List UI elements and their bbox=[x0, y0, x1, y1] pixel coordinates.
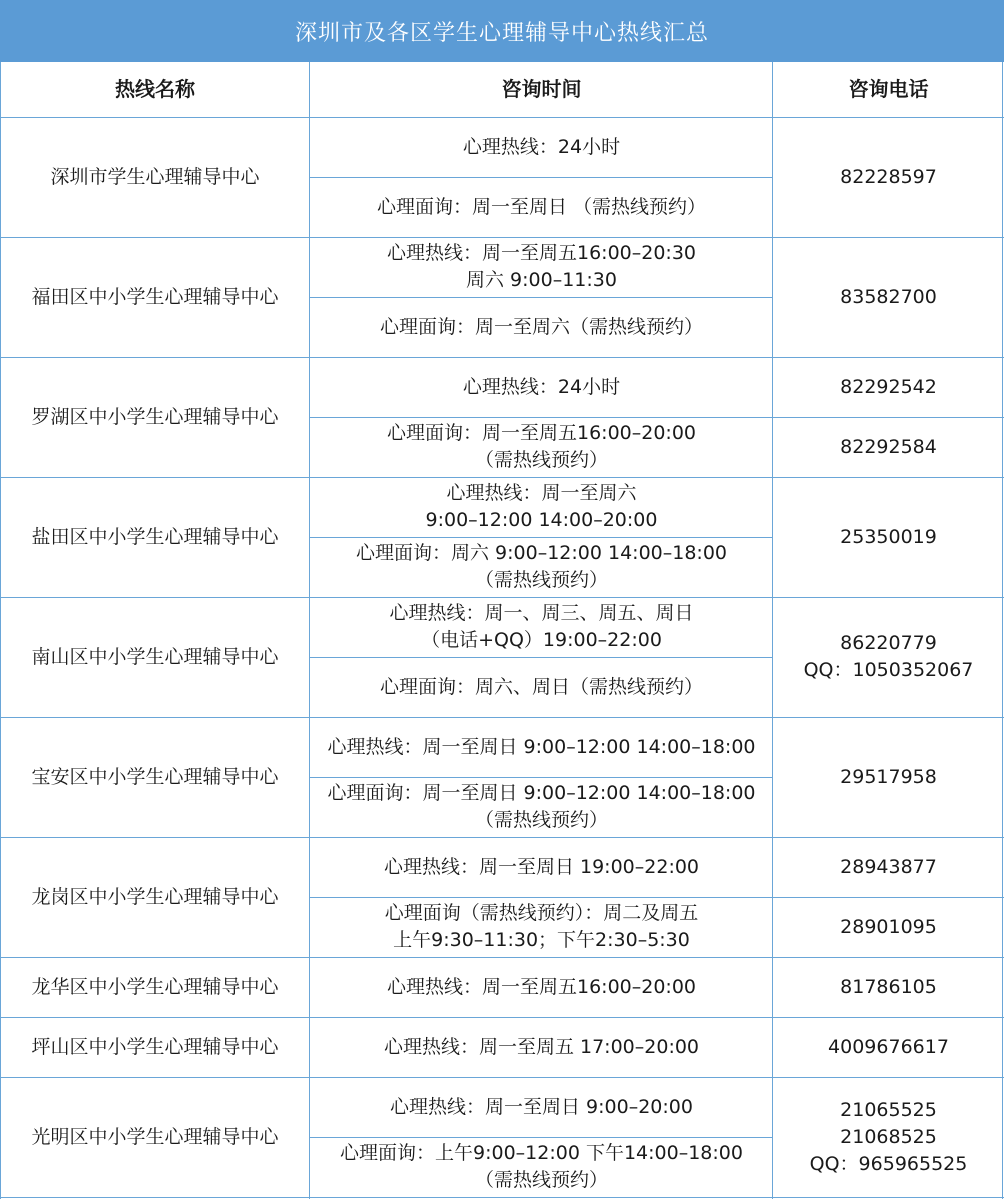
phone-number[interactable] bbox=[773, 837, 1004, 897]
time-line: 心理热线：周一至周日 9:00–12:00 14:00–18:00 bbox=[327, 735, 756, 758]
time-line: 9:00–12:00 14:00–20:00 bbox=[425, 509, 658, 531]
phone-line[interactable]: 28901095 bbox=[840, 915, 937, 938]
time-line: （需热线预约） bbox=[474, 809, 608, 831]
hotline-time bbox=[310, 957, 773, 1017]
time-line: 心理热线：24小时 bbox=[462, 375, 621, 398]
phone-number[interactable] bbox=[773, 477, 1004, 597]
time-line: 心理面询：周六、周日（需热线预约） bbox=[379, 675, 703, 698]
time-line: 心理热线：周一至周日 9:00–20:00 bbox=[390, 1095, 693, 1118]
time-line: 心理热线：24小时 bbox=[462, 135, 621, 158]
consult-time bbox=[310, 657, 773, 717]
consult-time bbox=[310, 1137, 773, 1197]
center-name: 深圳市学生心理辅导中心 bbox=[50, 165, 260, 188]
consult-time bbox=[310, 417, 773, 477]
time-line: 心理面询：周一至周五16:00–20:00 bbox=[386, 422, 696, 444]
time-line: 心理热线：周一至周五16:00–20:00 bbox=[386, 975, 696, 998]
phone-number[interactable] bbox=[773, 597, 1004, 717]
time-line: （需热线预约） bbox=[474, 449, 608, 471]
phone-number[interactable] bbox=[773, 717, 1004, 837]
consult-time bbox=[310, 297, 773, 357]
time-line: 心理面询：上午9:00–12:00 下午14:00–18:00 bbox=[340, 1142, 743, 1164]
time-line: 心理热线：周一至周五16:00–20:30 bbox=[386, 242, 696, 264]
time-line: 上午9:30–11:30；下午2:30–5:30 bbox=[393, 929, 690, 951]
phone-number[interactable] bbox=[773, 237, 1004, 357]
consult-time bbox=[310, 537, 773, 597]
hotline-time bbox=[310, 237, 773, 297]
header-time: 咨询时间 bbox=[501, 77, 582, 101]
phone-line[interactable]: 21065525 bbox=[840, 1098, 937, 1121]
time-line: （电话+QQ）19:00–22:00 bbox=[421, 629, 662, 651]
center-name: 南山区中小学生心理辅导中心 bbox=[31, 645, 279, 668]
time-line: 心理热线：周一至周五 17:00–20:00 bbox=[383, 1035, 700, 1058]
center-name: 罗湖区中小学生心理辅导中心 bbox=[31, 405, 279, 428]
phone-line[interactable]: 82292542 bbox=[840, 375, 937, 398]
hotline-time bbox=[310, 357, 773, 417]
hotline-time bbox=[310, 717, 773, 777]
phone-number[interactable] bbox=[773, 357, 1004, 417]
center-name: 宝安区中小学生心理辅导中心 bbox=[31, 765, 279, 788]
phone-line[interactable]: 4009676617 bbox=[828, 1035, 949, 1058]
center-name: 龙华区中小学生心理辅导中心 bbox=[31, 975, 279, 998]
phone-number[interactable] bbox=[773, 117, 1004, 237]
time-line: 心理热线：周一至周日 19:00–22:00 bbox=[383, 855, 700, 878]
hotline-table bbox=[0, 62, 1004, 1199]
time-line: 心理面询：周六 9:00–12:00 14:00–18:00 bbox=[355, 542, 727, 564]
phone-line[interactable]: 81786105 bbox=[840, 975, 937, 998]
phone-line[interactable]: 86220779 bbox=[840, 632, 937, 654]
time-line: 周六 9:00–11:30 bbox=[466, 269, 617, 291]
time-line: 心理面询：周一至周六（需热线预约） bbox=[379, 315, 703, 338]
phone-line[interactable]: 29517958 bbox=[840, 765, 937, 788]
time-line: 心理热线：周一、周三、周五、周日 bbox=[389, 602, 694, 624]
phone-number[interactable] bbox=[773, 417, 1004, 477]
phone-line[interactable]: 83582700 bbox=[840, 285, 937, 308]
hotline-time bbox=[310, 117, 773, 177]
consult-time bbox=[310, 777, 773, 837]
hotline-time bbox=[310, 597, 773, 657]
qq-line[interactable]: QQ：1050352067 bbox=[803, 659, 974, 681]
table-border-bottom bbox=[0, 1197, 1004, 1198]
hotline-time bbox=[310, 477, 773, 537]
center-name: 龙岗区中小学生心理辅导中心 bbox=[31, 885, 279, 908]
consult-time bbox=[310, 177, 773, 237]
time-line: 心理面询（需热线预约）：周二及周五 bbox=[384, 902, 699, 924]
phone-number[interactable] bbox=[773, 957, 1004, 1017]
center-name: 福田区中小学生心理辅导中心 bbox=[31, 285, 279, 308]
phone-number[interactable] bbox=[773, 1017, 1004, 1077]
page-title: 深圳市及各区学生心理辅导中心热线汇总 bbox=[0, 0, 1004, 62]
header-name: 热线名称 bbox=[115, 77, 195, 101]
phone-number[interactable] bbox=[773, 897, 1004, 957]
phone-line[interactable]: 21068525 bbox=[840, 1125, 937, 1148]
phone-line[interactable]: 28943877 bbox=[840, 855, 937, 878]
hotline-time bbox=[310, 1017, 773, 1077]
hotline-time bbox=[310, 1077, 773, 1137]
time-line: 心理热线：周一至周六 bbox=[446, 482, 637, 504]
center-name: 盐田区中小学生心理辅导中心 bbox=[31, 525, 279, 548]
phone-line[interactable]: 82228597 bbox=[840, 165, 937, 188]
consult-time bbox=[310, 897, 773, 957]
phone-line[interactable]: 25350019 bbox=[840, 525, 937, 548]
time-line: 心理面询：周一至周日 9:00–12:00 14:00–18:00 bbox=[327, 782, 756, 804]
hotline-time bbox=[310, 837, 773, 897]
header-phone: 咨询电话 bbox=[848, 77, 929, 101]
phone-line[interactable]: 82292584 bbox=[840, 435, 937, 458]
time-line: （需热线预约） bbox=[474, 1169, 608, 1191]
center-name: 坪山区中小学生心理辅导中心 bbox=[31, 1035, 279, 1058]
time-line: 心理面询：周一至周日 （需热线预约） bbox=[376, 195, 707, 218]
phone-number[interactable] bbox=[773, 1077, 1004, 1197]
time-line: （需热线预约） bbox=[474, 569, 608, 591]
qq-line[interactable]: QQ：965965525 bbox=[809, 1152, 968, 1175]
center-name: 光明区中小学生心理辅导中心 bbox=[31, 1125, 279, 1148]
